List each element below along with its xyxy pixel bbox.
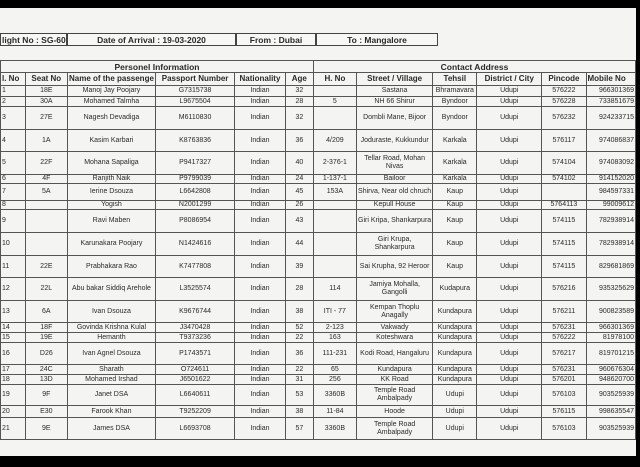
- cell-house-number: 3360B: [313, 418, 356, 440]
- table-row: [1, 385, 636, 406]
- cell-pincode: 576222: [542, 333, 586, 343]
- table-row: [1, 333, 636, 343]
- cell-seat-no: D26: [25, 343, 67, 365]
- cell-street-village: Sai Krupha, 92 Heroor: [356, 256, 433, 278]
- cell-passport-number: L6642808: [155, 184, 234, 201]
- cell-passport-number: P9799039: [155, 175, 234, 184]
- cell-passport-number: L9675504: [155, 97, 234, 107]
- cell-tehsil: Kundapura: [433, 375, 477, 385]
- cell-district-city: Udupi: [477, 86, 542, 97]
- cell-tehsil: Bhramavara: [433, 86, 477, 97]
- cell-street-village: Dombli Mane, Bijoor: [356, 107, 433, 130]
- cell-mobile-no: 998635547: [586, 406, 636, 418]
- cell-sl-no: 13: [1, 301, 26, 323]
- cell-passport-number: K8763836: [155, 130, 234, 152]
- cell-street-village: Tellar Road, Mohan Nivas: [356, 152, 433, 175]
- cell-district-city: Udupi: [477, 130, 542, 152]
- cell-mobile-no: 81978100: [586, 333, 636, 343]
- cell-passenger-name: Abu bakar Siddiq Arehole: [67, 278, 155, 301]
- cell-sl-no: 10: [1, 233, 26, 256]
- cell-mobile-no: 733851679: [586, 97, 636, 107]
- table-row: [1, 210, 636, 233]
- cell-sl-no: 2: [1, 97, 26, 107]
- date-of-arrival: Date of Arrival : 19-03-2020: [67, 33, 236, 46]
- cell-tehsil: Byndoor: [433, 107, 477, 130]
- table-row: [1, 175, 636, 184]
- cell-passenger-name: Ranjith Naik: [67, 175, 155, 184]
- cell-street-village: Kepull House: [356, 201, 433, 210]
- cell-seat-no: 9F: [25, 385, 67, 406]
- cell-tehsil: Karkala: [433, 130, 477, 152]
- cell-passport-number: T9373236: [155, 333, 234, 343]
- cell-passport-number: L6693708: [155, 418, 234, 440]
- cell-mobile-no: 924233715: [586, 107, 636, 130]
- cell-seat-no: 13D: [25, 375, 67, 385]
- cell-street-village: Giri Kripa, Shankarpura: [356, 210, 433, 233]
- cell-passenger-name: Manoj Jay Poojary: [67, 86, 155, 97]
- cell-mobile-no: 819701215: [586, 343, 636, 365]
- cell-mobile-no: 974086837: [586, 130, 636, 152]
- cell-nationality: Indian: [235, 97, 286, 107]
- to-city: To : Mangalore: [316, 33, 438, 46]
- cell-passenger-name: Mohana Sapaliga: [67, 152, 155, 175]
- table-row: [1, 323, 636, 333]
- cell-age: 43: [285, 210, 313, 233]
- table-row: [1, 406, 636, 418]
- cell-nationality: Indian: [235, 184, 286, 201]
- cell-tehsil: Udupi: [433, 418, 477, 440]
- cell-house-number: 2-376-1: [313, 152, 356, 175]
- cell-seat-no: E30: [25, 406, 67, 418]
- column-header-seat-no: Seat No: [25, 73, 67, 86]
- cell-street-village: Hoode: [356, 406, 433, 418]
- cell-age: 32: [285, 86, 313, 97]
- cell-house-number: [313, 233, 356, 256]
- cell-house-number: 65: [313, 365, 356, 375]
- cell-sl-no: 11: [1, 256, 26, 278]
- cell-mobile-no: 974083092: [586, 152, 636, 175]
- cell-district-city: Udupi: [477, 184, 542, 201]
- cell-house-number: [313, 201, 356, 210]
- cell-tehsil: Karkala: [433, 152, 477, 175]
- cell-age: 57: [285, 418, 313, 440]
- cell-nationality: Indian: [235, 201, 286, 210]
- cell-mobile-no: 99009612: [586, 201, 636, 210]
- cell-house-number: 3360B: [313, 385, 356, 406]
- cell-age: 44: [285, 233, 313, 256]
- cell-passport-number: M6110830: [155, 107, 234, 130]
- cell-sl-no: 19: [1, 385, 26, 406]
- cell-sl-no: 4: [1, 130, 26, 152]
- cell-street-village: Joduraste, Kukkundur: [356, 130, 433, 152]
- cell-passenger-name: Sharath: [67, 365, 155, 375]
- cell-passenger-name: Hemanth: [67, 333, 155, 343]
- cell-passport-number: P9417327: [155, 152, 234, 175]
- cell-mobile-no: 900823589: [586, 301, 636, 323]
- cell-seat-no: 22L: [25, 278, 67, 301]
- cell-street-village: Shirva, Near old chruch: [356, 184, 433, 201]
- cell-passport-number: P1743571: [155, 343, 234, 365]
- table-row: [1, 365, 636, 375]
- cell-tehsil: Byndoor: [433, 97, 477, 107]
- cell-house-number: 4/209: [313, 130, 356, 152]
- column-header-district-city: District / City: [477, 73, 542, 86]
- cell-passport-number: N1424616: [155, 233, 234, 256]
- flight-number: light No : SG-60: [2, 35, 66, 45]
- table-row: [1, 343, 636, 365]
- cell-street-village: Jamiya Mohalla, Gangolli: [356, 278, 433, 301]
- cell-street-village: Koteshwara: [356, 333, 433, 343]
- cell-nationality: Indian: [235, 152, 286, 175]
- cell-district-city: Udupi: [477, 278, 542, 301]
- cell-sl-no: 5: [1, 152, 26, 175]
- cell-house-number: 153A: [313, 184, 356, 201]
- cell-street-village: NH 66 Shirur: [356, 97, 433, 107]
- cell-age: 40: [285, 152, 313, 175]
- table-row: [1, 375, 636, 385]
- cell-seat-no: [25, 233, 67, 256]
- cell-tehsil: Kundapura: [433, 333, 477, 343]
- cell-seat-no: 18F: [25, 323, 67, 333]
- cell-passenger-name: James DSA: [67, 418, 155, 440]
- cell-nationality: Indian: [235, 375, 286, 385]
- cell-district-city: Udupi: [477, 210, 542, 233]
- cell-house-number: ITI - 77: [313, 301, 356, 323]
- table-row: [1, 418, 636, 440]
- cell-tehsil: Kaup: [433, 233, 477, 256]
- cell-sl-no: 9: [1, 210, 26, 233]
- cell-age: 45: [285, 184, 313, 201]
- cell-tehsil: Kundapura: [433, 323, 477, 333]
- cell-passenger-name: Ierine Dsouza: [67, 184, 155, 201]
- cell-seat-no: 27E: [25, 107, 67, 130]
- cell-age: 28: [285, 278, 313, 301]
- cell-sl-no: 12: [1, 278, 26, 301]
- cell-mobile-no: 984597331: [586, 184, 636, 201]
- cell-sl-no: 7: [1, 184, 26, 201]
- cell-age: 53: [285, 385, 313, 406]
- cell-passenger-name: Ivan Agnel Dsouza: [67, 343, 155, 365]
- cell-pincode: 574104: [542, 152, 586, 175]
- column-header-age: Age: [285, 73, 313, 86]
- cell-nationality: Indian: [235, 333, 286, 343]
- column-header-tehsil: Tehsil: [433, 73, 477, 86]
- cell-passenger-name: Farook Khan: [67, 406, 155, 418]
- cell-tehsil: Kundapura: [433, 343, 477, 365]
- contact-address-header: Contact Address: [313, 61, 635, 73]
- cell-tehsil: Udupi: [433, 406, 477, 418]
- cell-district-city: Udupi: [477, 385, 542, 406]
- cell-passenger-name: Ivan Dsouza: [67, 301, 155, 323]
- cell-tehsil: Kundapura: [433, 301, 477, 323]
- cell-street-village: Bailoor: [356, 175, 433, 184]
- cell-sl-no: 14: [1, 323, 26, 333]
- cell-pincode: 576115: [542, 406, 586, 418]
- cell-mobile-no: 960676304: [586, 365, 636, 375]
- cell-house-number: 163: [313, 333, 356, 343]
- cell-age: 36: [285, 130, 313, 152]
- cell-nationality: Indian: [235, 278, 286, 301]
- cell-passenger-name: Ravi Maben: [67, 210, 155, 233]
- cell-street-village: Kempan Thoplu Anagally: [356, 301, 433, 323]
- cell-age: 24: [285, 175, 313, 184]
- cell-pincode: 576216: [542, 278, 586, 301]
- passenger-list-document: [0, 8, 636, 456]
- cell-pincode: 574115: [542, 210, 586, 233]
- cell-pincode: 576201: [542, 375, 586, 385]
- cell-age: 32: [285, 107, 313, 130]
- cell-pincode: 576232: [542, 107, 586, 130]
- cell-seat-no: 18E: [25, 86, 67, 97]
- cell-tehsil: Kaup: [433, 210, 477, 233]
- cell-house-number: [313, 86, 356, 97]
- table-row: [1, 152, 636, 175]
- cell-passport-number: K9676744: [155, 301, 234, 323]
- cell-pincode: 574115: [542, 233, 586, 256]
- cell-mobile-no: 948620700: [586, 375, 636, 385]
- cell-nationality: Indian: [235, 301, 286, 323]
- cell-street-village: Vakwady: [356, 323, 433, 333]
- cell-street-village: Temple Road Ambalpady: [356, 418, 433, 440]
- cell-passport-number: J6501622: [155, 375, 234, 385]
- cell-passport-number: O724611: [155, 365, 234, 375]
- table-row: [1, 184, 636, 201]
- cell-age: 22: [285, 365, 313, 375]
- cell-district-city: Udupi: [477, 301, 542, 323]
- cell-tehsil: Kundapura: [433, 365, 477, 375]
- cell-passenger-name: Govinda Krishna Kulal: [67, 323, 155, 333]
- cell-district-city: Udupi: [477, 201, 542, 210]
- cell-seat-no: 30A: [25, 97, 67, 107]
- cell-passenger-name: Karunakara Poojary: [67, 233, 155, 256]
- column-header-mobile-no: Mobile No: [586, 73, 636, 86]
- table-row: [1, 130, 636, 152]
- cell-house-number: 5: [313, 97, 356, 107]
- cell-seat-no: 19E: [25, 333, 67, 343]
- cell-district-city: Udupi: [477, 343, 542, 365]
- table-row: [1, 278, 636, 301]
- cell-age: 52: [285, 323, 313, 333]
- cell-mobile-no: 782938914: [586, 210, 636, 233]
- cell-tehsil: Udupi: [433, 385, 477, 406]
- cell-passport-number: L3525574: [155, 278, 234, 301]
- column-header-nationality: Nationality: [235, 73, 286, 86]
- cell-pincode: [542, 184, 586, 201]
- cell-mobile-no: 903525939: [586, 385, 636, 406]
- cell-sl-no: 15: [1, 333, 26, 343]
- cell-district-city: Udupi: [477, 107, 542, 130]
- cell-pincode: 576231: [542, 323, 586, 333]
- cell-district-city: Udupi: [477, 333, 542, 343]
- cell-house-number: 2-123: [313, 323, 356, 333]
- cell-district-city: Udupi: [477, 375, 542, 385]
- cell-nationality: Indian: [235, 130, 286, 152]
- cell-passenger-name: Prabhakara Rao: [67, 256, 155, 278]
- cell-sl-no: 16: [1, 343, 26, 365]
- cell-seat-no: 22F: [25, 152, 67, 175]
- cell-pincode: 576211: [542, 301, 586, 323]
- cell-passport-number: L6640611: [155, 385, 234, 406]
- cell-district-city: Udupi: [477, 418, 542, 440]
- cell-nationality: Indian: [235, 418, 286, 440]
- cell-nationality: Indian: [235, 256, 286, 278]
- cell-house-number: [313, 256, 356, 278]
- cell-district-city: Udupi: [477, 256, 542, 278]
- column-header-sl-no: l. No: [1, 73, 26, 86]
- cell-tehsil: Kaup: [433, 201, 477, 210]
- cell-mobile-no: 966301369: [586, 323, 636, 333]
- cell-sl-no: 21: [1, 418, 26, 440]
- cell-mobile-no: 935325629: [586, 278, 636, 301]
- cell-district-city: Udupi: [477, 175, 542, 184]
- cell-pincode: 576117: [542, 130, 586, 152]
- cell-tehsil: Kudapura: [433, 278, 477, 301]
- cell-sl-no: 20: [1, 406, 26, 418]
- cell-mobile-no: 829681869: [586, 256, 636, 278]
- cell-street-village: Kodi Road, Hangaluru: [356, 343, 433, 365]
- cell-nationality: Indian: [235, 323, 286, 333]
- cell-house-number: 114: [313, 278, 356, 301]
- cell-passport-number: G7315738: [155, 86, 234, 97]
- table-row: [1, 301, 636, 323]
- cell-seat-no: 6A: [25, 301, 67, 323]
- cell-nationality: Indian: [235, 107, 286, 130]
- cell-mobile-no: 914152020: [586, 175, 636, 184]
- cell-age: 26: [285, 201, 313, 210]
- table-row: [1, 86, 636, 97]
- cell-pincode: 576103: [542, 385, 586, 406]
- cell-tehsil: Karkala: [433, 175, 477, 184]
- cell-pincode: 574102: [542, 175, 586, 184]
- cell-house-number: 11-84: [313, 406, 356, 418]
- cell-nationality: Indian: [235, 365, 286, 375]
- cell-passport-number: T9252209: [155, 406, 234, 418]
- cell-mobile-no: 782938914: [586, 233, 636, 256]
- personal-information-header: Personel Information: [1, 61, 314, 73]
- cell-district-city: Udupi: [477, 97, 542, 107]
- from-city: From : Dubai: [236, 33, 316, 46]
- cell-district-city: Udupi: [477, 365, 542, 375]
- cell-pincode: 5764113: [542, 201, 586, 210]
- cell-passenger-name: Nagesh Devadiga: [67, 107, 155, 130]
- cell-mobile-no: 966301369: [586, 86, 636, 97]
- cell-age: 36: [285, 343, 313, 365]
- cell-nationality: Indian: [235, 86, 286, 97]
- cell-age: 22: [285, 333, 313, 343]
- column-header-house-number: H. No: [313, 73, 356, 86]
- cell-seat-no: 5A: [25, 184, 67, 201]
- cell-street-village: Giri Krupa, Shankarpura: [356, 233, 433, 256]
- cell-district-city: Udupi: [477, 152, 542, 175]
- cell-passenger-name: Yogish: [67, 201, 155, 210]
- cell-age: 31: [285, 375, 313, 385]
- cell-seat-no: 22E: [25, 256, 67, 278]
- cell-house-number: 1-137-1: [313, 175, 356, 184]
- cell-sl-no: 1: [1, 86, 26, 97]
- cell-passport-number: N2001299: [155, 201, 234, 210]
- column-header-pincode: Pincode: [542, 73, 586, 86]
- cell-seat-no: 9E: [25, 418, 67, 440]
- cell-passenger-name: Kasim Karbari: [67, 130, 155, 152]
- cell-mobile-no: 903525939: [586, 418, 636, 440]
- cell-house-number: 111-231: [313, 343, 356, 365]
- cell-nationality: Indian: [235, 385, 286, 406]
- cell-nationality: Indian: [235, 175, 286, 184]
- cell-pincode: 576222: [542, 86, 586, 97]
- cell-street-village: KK Road: [356, 375, 433, 385]
- table-row: [1, 233, 636, 256]
- cell-sl-no: 6: [1, 175, 26, 184]
- cell-age: 39: [285, 256, 313, 278]
- cell-passenger-name: Mohamed Irshad: [67, 375, 155, 385]
- cell-house-number: 256: [313, 375, 356, 385]
- cell-street-village: Kundapura: [356, 365, 433, 375]
- cell-pincode: 576103: [542, 418, 586, 440]
- table-row: [1, 201, 636, 210]
- cell-passenger-name: Mohamed Talmha: [67, 97, 155, 107]
- cell-pincode: 574115: [542, 256, 586, 278]
- cell-sl-no: 3: [1, 107, 26, 130]
- cell-house-number: [313, 107, 356, 130]
- passenger-table: [0, 60, 636, 440]
- cell-house-number: [313, 210, 356, 233]
- cell-nationality: Indian: [235, 406, 286, 418]
- cell-seat-no: [25, 210, 67, 233]
- cell-nationality: Indian: [235, 343, 286, 365]
- cell-sl-no: 18: [1, 375, 26, 385]
- cell-district-city: Udupi: [477, 233, 542, 256]
- cell-passport-number: J3470428: [155, 323, 234, 333]
- cell-street-village: Sastana: [356, 86, 433, 97]
- cell-nationality: Indian: [235, 210, 286, 233]
- cell-sl-no: 8: [1, 201, 26, 210]
- column-header-street-village: Street / Village: [356, 73, 433, 86]
- column-header-passport-number: Passport Number: [155, 73, 234, 86]
- cell-seat-no: 24C: [25, 365, 67, 375]
- cell-tehsil: Kaup: [433, 184, 477, 201]
- cell-seat-no: [25, 201, 67, 210]
- cell-passenger-name: Janet DSA: [67, 385, 155, 406]
- cell-district-city: Udupi: [477, 406, 542, 418]
- column-header-passenger-name: Name of the passenge: [67, 73, 155, 86]
- cell-pincode: 576228: [542, 97, 586, 107]
- table-row: [1, 256, 636, 278]
- cell-tehsil: Kaup: [433, 256, 477, 278]
- table-row: [1, 107, 636, 130]
- cell-district-city: Udupi: [477, 323, 542, 333]
- cell-seat-no: 4F: [25, 175, 67, 184]
- cell-age: 38: [285, 301, 313, 323]
- cell-street-village: Temple Road Ambalpady: [356, 385, 433, 406]
- cell-pincode: 576231: [542, 365, 586, 375]
- cell-passport-number: K7477808: [155, 256, 234, 278]
- cell-seat-no: 1A: [25, 130, 67, 152]
- table-row: [1, 97, 636, 107]
- cell-sl-no: 17: [1, 365, 26, 375]
- cell-age: 28: [285, 97, 313, 107]
- cell-pincode: 576217: [542, 343, 586, 365]
- cell-passport-number: P8086954: [155, 210, 234, 233]
- cell-nationality: Indian: [235, 233, 286, 256]
- cell-age: 38: [285, 406, 313, 418]
